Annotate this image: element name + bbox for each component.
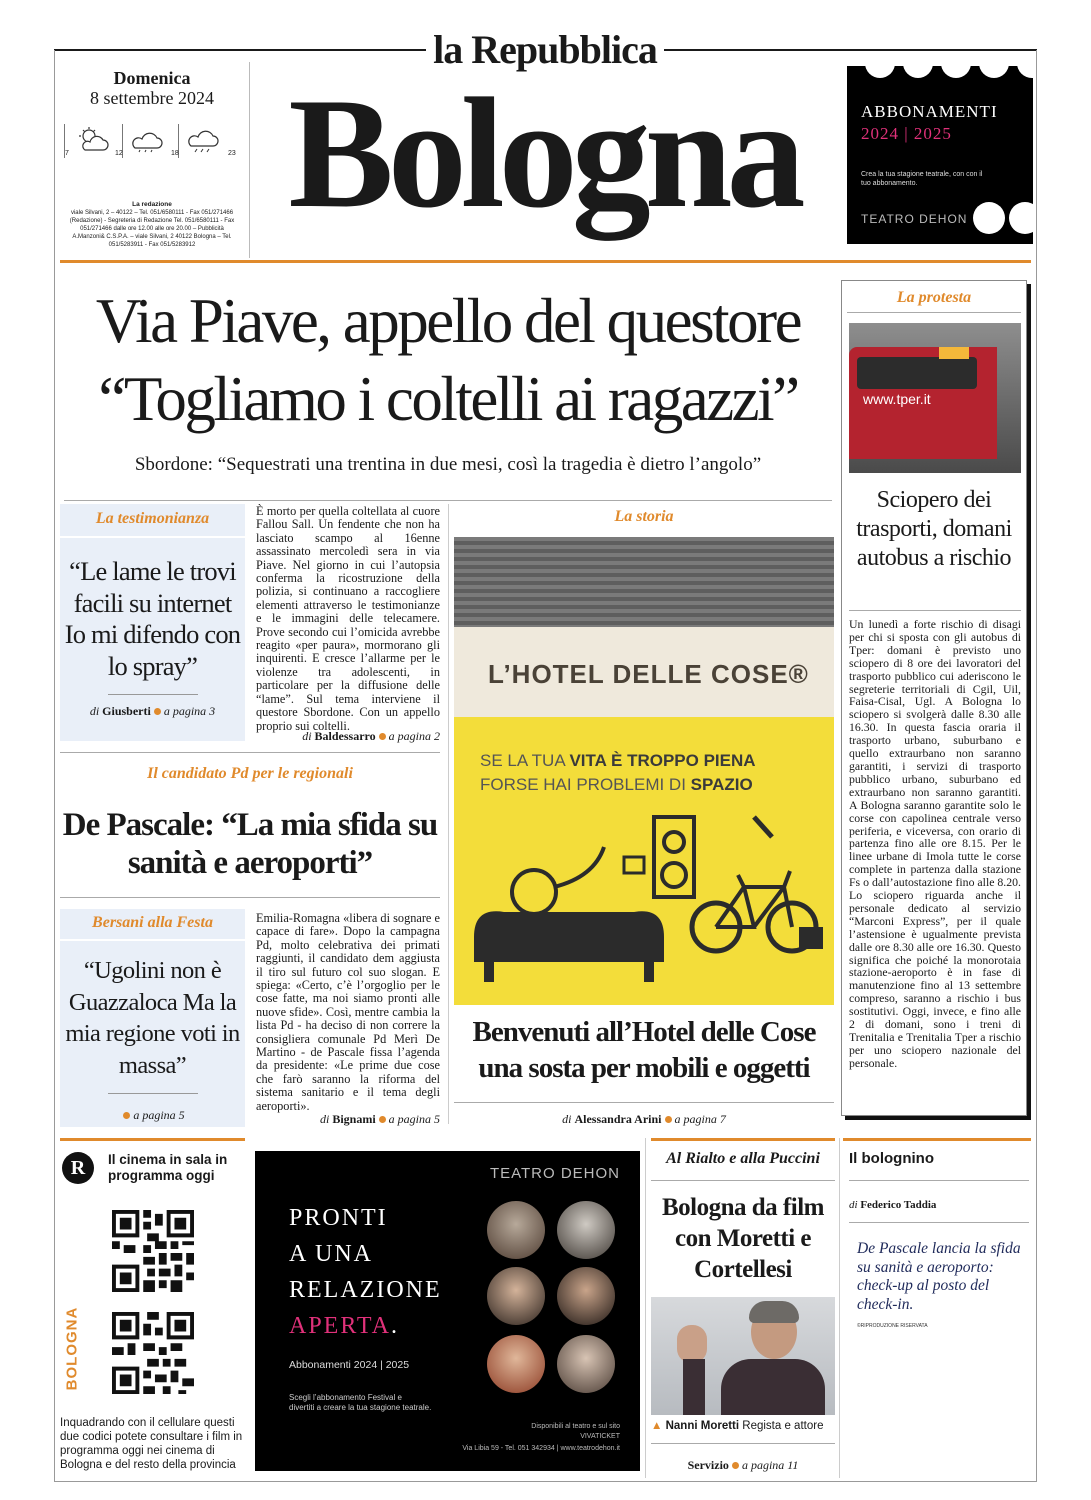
testimonianza-kicker-rule xyxy=(60,536,245,538)
ad-portrait xyxy=(557,1335,615,1393)
byline-author: Giusberti xyxy=(102,704,151,718)
bottom-orange-rule-3 xyxy=(843,1138,1031,1141)
ad-dot xyxy=(979,66,1009,78)
candidato-rule xyxy=(60,752,440,753)
ad-bottom[interactable] xyxy=(255,1151,640,1471)
ad-portrait xyxy=(487,1335,545,1393)
ad-bottom-footer-2: Via Libia 59 - Tel. 051 342934 | www.teatrodehon.it xyxy=(462,1445,620,1452)
lead-headline-2: “Togliamo i coltelli ai ragazzi” xyxy=(98,364,798,434)
cloud-icon xyxy=(129,128,169,154)
ad-bottom-line-4 xyxy=(289,1313,399,1340)
testimonianza-kicker: La testimonianza xyxy=(95,510,210,527)
weather-cell xyxy=(226,124,236,158)
byline-prefix: di xyxy=(319,1112,330,1126)
rialto-kicker: Al Rialto e alla Puccini xyxy=(666,1150,820,1167)
masthead-orange-rule xyxy=(60,260,1031,263)
protesta-rule xyxy=(849,610,1021,611)
ad-portrait xyxy=(487,1267,545,1325)
photo-person-hair xyxy=(749,1301,799,1323)
candidato-rule-bottom xyxy=(60,897,440,898)
bullet-dot xyxy=(123,1112,130,1119)
sun-cloud-icon xyxy=(73,126,113,152)
cinema-logo xyxy=(62,1152,94,1184)
slogan-part: SE LA TUA xyxy=(480,751,570,770)
ad-dot xyxy=(941,66,971,78)
lead-article-byline[interactable] xyxy=(256,729,440,744)
weather-temp: 23 xyxy=(228,150,236,157)
byline-prefix: di xyxy=(302,729,312,743)
byline-prefix: di xyxy=(89,704,100,718)
caption-name: Nanni Moretti xyxy=(665,1420,740,1432)
byline-prefix: di xyxy=(562,1112,572,1126)
ad-bottom-line-3: RELAZIONE xyxy=(289,1277,442,1303)
byline-page: a pagina 3 xyxy=(163,704,216,718)
testimonianza-byline[interactable] xyxy=(60,704,245,719)
bottom-orange-rule-2 xyxy=(651,1138,835,1141)
protesta-headline[interactable]: Sciopero dei trasporti, domani autobus a rischio xyxy=(856,487,1012,571)
protesta-kicker-rule xyxy=(847,312,1021,313)
rialto-caption xyxy=(651,1420,835,1432)
bersani-panel xyxy=(60,909,245,1127)
testimonianza-quote: “Le lame le trovi facili su internet Io mi difendo con lo spray” xyxy=(64,556,241,681)
bolognino-title: Il bolognino xyxy=(849,1150,934,1167)
weather-temp: 7 xyxy=(65,150,69,157)
bullet-dot xyxy=(154,708,161,715)
rialto-rule xyxy=(651,1443,835,1444)
ad-portrait xyxy=(557,1201,615,1259)
storia-kicker: La storia xyxy=(614,508,674,525)
lead-article-body: È morto per quella coltellata al cuore Fallou Sall. Un fendente che non ha lasciato scampo al 16enne assassinato mercoledì sera in via Piave. Nel giorno in cui l’autopsia conferma la ricostruzione della polizia, si continuano a raccogliere elementi attraverso le testimonianze e le immagini delle telecamere. Prove secondo cui l’omicida avrebbe reagito «per paura», mormorano gli inquirenti. E cresce l’allarme per le violenze tra adolescenti, in particolare per la diffusione delle “lame”. Sul tema interviene il questore Sbordone. Con un appello proprio sui coltelli. xyxy=(256,504,440,733)
ad-bottom-line-2: A UNA xyxy=(289,1241,374,1267)
weather-strip xyxy=(64,124,240,160)
protesta-photo[interactable] xyxy=(849,323,1021,473)
byline-page: a pagina 5 xyxy=(388,1112,440,1126)
ad-portrait xyxy=(487,1201,545,1259)
byline-author: Alessandra Arini xyxy=(574,1112,662,1126)
ad-bottom-line-1: PRONTI xyxy=(289,1205,388,1231)
caption-triangle-icon: ▲ xyxy=(651,1420,663,1432)
weather-cell xyxy=(64,124,108,158)
byline-author: Federico Taddia xyxy=(860,1199,937,1211)
date-day: Domenica xyxy=(113,68,191,88)
ad-top-text: Crea la tua stagione teatrale, con con il tuo abbonamento. xyxy=(861,171,983,187)
slogan-part: FORSE HAI PROBLEMI DI xyxy=(480,775,691,794)
bolognino-text: De Pascale lancia la sfida su sanità e aeroporto: check-up al posto del check-in. xyxy=(857,1240,1021,1313)
bullet-dot xyxy=(379,1116,386,1123)
bolognino-rule-2 xyxy=(849,1222,1029,1223)
ad-dot xyxy=(903,66,933,78)
ad-dot xyxy=(1017,66,1033,78)
brand-logo: la Repubblica xyxy=(433,27,657,72)
storia-rule xyxy=(454,1102,834,1103)
byline-page: a pagina 2 xyxy=(388,729,440,743)
weather-temp: 12 xyxy=(115,150,123,157)
byline-page: a pagina 11 xyxy=(741,1458,799,1472)
lead-rule xyxy=(64,500,832,501)
ad-dot xyxy=(973,202,1005,234)
cinema-side-label: BOLOGNA xyxy=(63,1306,81,1391)
storia-photo[interactable] xyxy=(454,537,834,1005)
byline-author: Servizio xyxy=(687,1458,729,1472)
byline-prefix: di xyxy=(849,1199,858,1211)
weather-cell xyxy=(115,124,166,158)
ad-portrait xyxy=(557,1267,615,1325)
candidato-kicker: Il candidato Pd per le regionali xyxy=(147,765,353,782)
bolognino-rights: ©RIPRODUZIONE RISERVATA xyxy=(857,1323,928,1329)
ad-top-brand: TEATRO DEHON xyxy=(861,212,968,226)
ad-dot xyxy=(1009,202,1033,234)
ad-bottom-ticket: VIVATICKET xyxy=(580,1433,620,1440)
ad-bottom-subtitle: Abbonamenti 2024 | 2025 xyxy=(289,1359,410,1371)
bersani-kicker: Bersani alla Festa xyxy=(92,914,213,931)
masthead-divider xyxy=(249,62,250,258)
protesta-body: Un lunedì a forte rischio di disagi per chi si sposta con gli autobus di Tper: domani è previsto uno sciopero di 8 ore dei lavoratori del trasporto pubblico cui aderiscono le segreterie territoriali di Cgil, Uil, Faisa-Cisal, Ugl. A Bologna lo sciopero si svolgerà dalle 8.30 alle 16.30. In questa fascia oraria il trasporto urbano, suburbano e quello extraurbano non saranno garantiti, i servizi di trasporto pubblico urbano, suburbano ed extraurbano non saranno garantiti. A Bologna saranno garantite solo le corse con capolinea centrale verso periferia, e viceversa, con orario di partenza fino alle ore 8.15. Per le linee urbane di Imola tutte le corse complete in partenza dalla stazione Fs o dall’autostazione fino alle 8.20. Lo sciopero riguarda anche il personale dedicato al servizio “Marconi Express”, per il quale l’astensione è ugualmente prevista dalle ore 8.30 alle ore 16.30. Questo significa che poiché la monorotaia stazione-aeroporto è in fase di manutenzione fino al 13 settembre compreso, saranno a rischio i bus sostitutivi. Oggi, invece, e fino alle 2 di domani, sono i treni di Trenitalia e Trenitalia Tper a rischio per uno sciopero nazionale del personale. xyxy=(849,617,1021,1070)
photo-person-body xyxy=(721,1359,825,1415)
bottom-orange-rule-1 xyxy=(60,1138,245,1141)
weather-temp: 18 xyxy=(171,150,179,157)
weather-cell xyxy=(171,124,222,158)
depascale-article-body: Emilia-Romagna «libera di sognare e capace di fare». Dopo la campagna Pd, molto celebrativa dei primati raggiunti, il candidato dem aggiusta il tiro sul futuro col suo slogan. E spiega: «Certo, c’è l’orgoglio per le cose fatte, ma noi siamo pronti alle nuove sfide». Così, mentre cambia la lista Pd - ha deciso di non correre la consigliera comunale Pd Merì De Martino - de Pascale fissa l’agenda da presidente: «Le prime due cose che farò saranno la riforma del sistema sanitario e il tema degli aeroporti». xyxy=(256,911,440,1113)
bus-text: www.tper.it xyxy=(863,391,931,407)
bullet-dot xyxy=(379,733,386,740)
photo-person-arm xyxy=(683,1359,705,1415)
ad-top-title: ABBONAMENTI xyxy=(861,102,998,121)
storia-headline[interactable]: Benvenuti all’Hotel delle Cose una sosta per mobili e oggetti xyxy=(472,1016,816,1084)
photo-bus-display xyxy=(939,347,969,359)
ad-highlight: APERTA xyxy=(289,1313,391,1339)
rialto-kicker-rule xyxy=(651,1180,835,1181)
bullet-dot xyxy=(732,1462,739,1469)
slogan-part-bold: VITA È TROPPO PIENA xyxy=(569,751,756,770)
ad-top[interactable] xyxy=(847,66,1033,244)
edition-title: Bologna xyxy=(288,66,800,241)
depascale-article-byline[interactable] xyxy=(256,1112,440,1127)
ad-bottom-brand: TEATRO DEHON xyxy=(489,1165,620,1182)
bersani-kicker-rule xyxy=(60,939,245,941)
redazione-text: viale Silvani, 2 – 40122 – Tel. 051/6580111 - Fax 051/271466 (Redazione) - Segreteria di Redazione Tel. 051/6580111 - Fax 051/271466 dalle ore 12.00 alle ore 20.00 – Pubblicità A.Manzoni& C.S.P.A. – viale Silvani, 2 40122 Bologna – Tel. 051/5283911 - Fax 051/5283912 xyxy=(69,210,235,248)
photo-illustration xyxy=(454,787,834,1005)
byline-author: Baldessarro xyxy=(314,729,376,743)
cinema-caption: Inquadrando con il cellulare questi due codici potete consultare i film in programma oggi nei cinema di Bologna e del resto della provincia xyxy=(60,1417,243,1471)
bolognino-rule-1 xyxy=(849,1180,1029,1181)
qr-icon xyxy=(112,1312,194,1394)
lead-headline-1: Via Piave, appello del questore xyxy=(95,286,801,356)
storia-byline[interactable] xyxy=(454,1112,834,1127)
protesta-kicker: La protesta xyxy=(896,289,972,306)
rialto-divider xyxy=(645,1138,646,1478)
ad-bottom-text-2: divertiti a creare la tua stagione teatrale. xyxy=(289,1403,432,1412)
cinema-title: Il cinema in sala in programma oggi xyxy=(108,1152,228,1183)
bersani-byline[interactable] xyxy=(60,1108,245,1123)
bersani-rule xyxy=(108,1093,198,1094)
photo-person-hand xyxy=(677,1325,707,1363)
photo-sign-text: L’HOTEL DELLE COSE® xyxy=(488,659,809,689)
rain-cloud-icon xyxy=(185,128,225,154)
byline-author: Bignami xyxy=(332,1112,376,1126)
bersani-quote: “Ugolini non è Guazzaloca Ma la mia regione voti in massa” xyxy=(65,957,240,1079)
ad-bottom-footer-1: Disponibili al teatro e sul sito xyxy=(531,1423,620,1430)
rialto-headline[interactable]: Bologna da film con Moretti e Cortellesi xyxy=(662,1194,824,1283)
photo-shutter xyxy=(454,537,834,627)
bolognino-byline[interactable] xyxy=(849,1199,1029,1211)
caption-role: Regista e attore xyxy=(742,1420,824,1432)
date-full: 8 settembre 2024 xyxy=(90,88,214,108)
rialto-photo[interactable] xyxy=(651,1297,835,1415)
redazione-title: La redazione xyxy=(132,201,172,208)
column-divider xyxy=(448,504,449,1124)
byline-page: a pagina 5 xyxy=(133,1108,185,1122)
ad-top-season: 2024 | 2025 xyxy=(861,124,952,143)
bolognino-divider xyxy=(839,1138,840,1478)
ad-bottom-text-1: Scegli l’abbonamento Festival e xyxy=(289,1393,402,1402)
photo-bus-window xyxy=(857,357,977,389)
candidato-headline[interactable]: De Pascale: “La mia sfida su sanità e aeroporti” xyxy=(62,807,438,881)
photo-slogan-1 xyxy=(480,751,756,771)
byline-page: a pagina 7 xyxy=(674,1112,726,1126)
lead-subhead: Sbordone: “Sequestrati una trentina in due mesi, così la tragedia è dietro l’angolo” xyxy=(134,454,762,475)
qr-code-1[interactable] xyxy=(112,1210,194,1292)
cinema-logo-letter: R xyxy=(70,1157,86,1179)
testimonianza-panel xyxy=(60,504,245,741)
bullet-dot xyxy=(665,1116,672,1123)
qr-code-2[interactable] xyxy=(112,1312,194,1394)
ad-dot xyxy=(865,66,895,78)
testimonianza-rule xyxy=(108,694,198,695)
ad-period: . xyxy=(390,1313,399,1339)
slogan-part-bold: SPAZIO xyxy=(690,775,753,794)
qr-icon xyxy=(112,1210,194,1292)
rialto-byline[interactable] xyxy=(651,1458,835,1473)
